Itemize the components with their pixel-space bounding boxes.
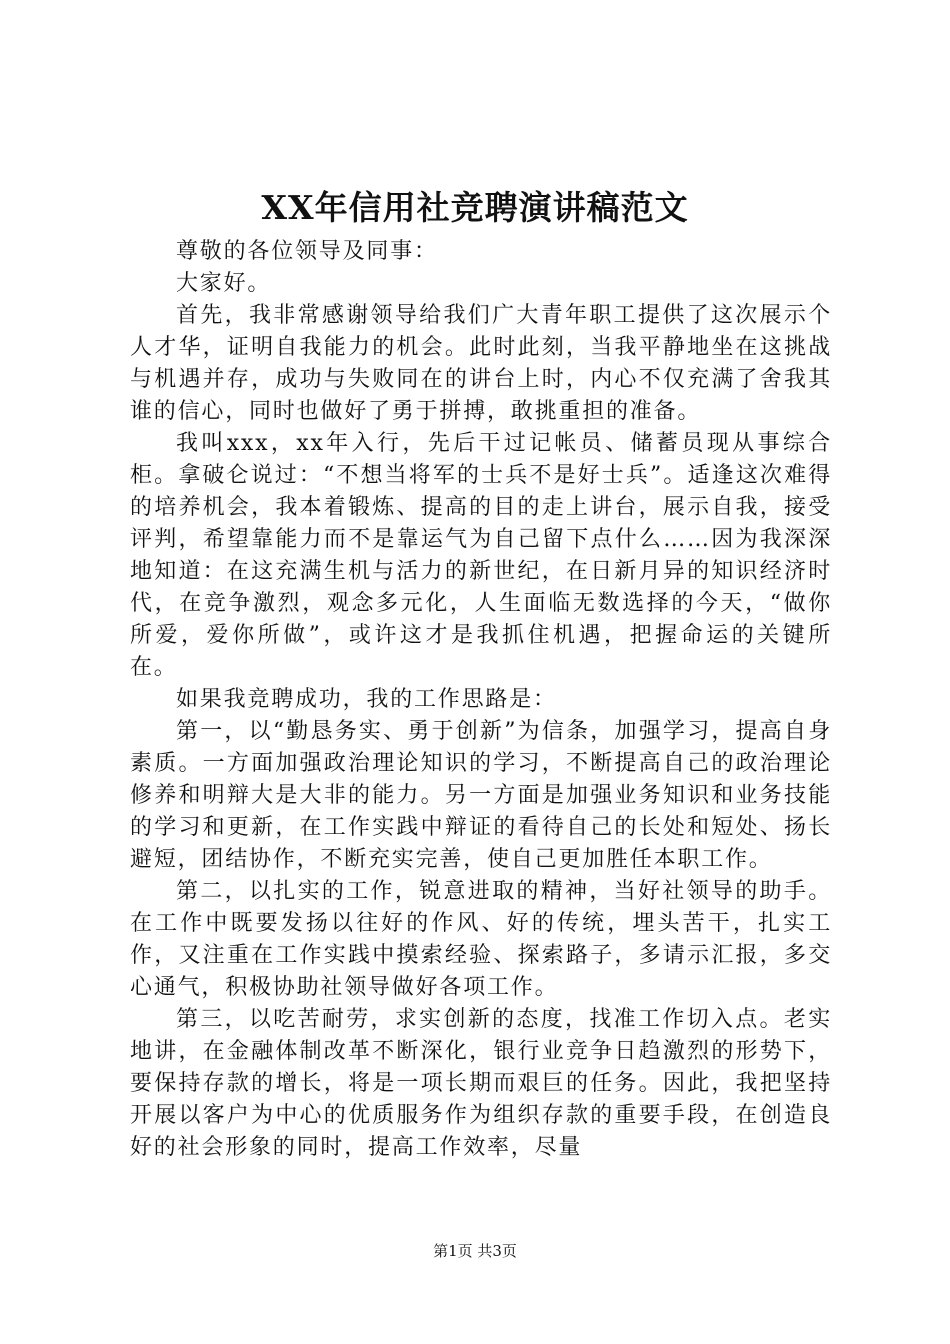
- body-paragraph: 第一，以“勤恳务实、勇于创新”为信条，加强学习，提高自身素质。一方面加强政治理论知识的学习，不断提高自己的政治理论修养和明辩大是大非的能力。另一方面是加强业务知识和业务技能的学习和更新，在工作实践中辩证的看待自己的长处和短处、扬长避短，团结协作，不断充实完善，使自己更加胜任本职工作。: [130, 719, 832, 872]
- body-paragraph: 首先，我非常感谢领导给我们广大青年职工提供了这次展示个人才华，证明自我能力的机会。此时此刻，当我平静地坐在这挑战与机遇并存，成功与失败同在的讲台上时，内心不仅充满了舍我其谁的信心，同时也做好了勇于拼搏，敢挑重担的准备。: [130, 303, 832, 424]
- page-number: 第1页: [433, 1242, 473, 1260]
- page-total: 共3页: [477, 1242, 517, 1260]
- body-paragraph: 第二，以扎实的工作，锐意进取的精神，当好社领导的助手。在工作中既要发扬以往好的作风、好的传统，埋头苦干，扎实工作，又注重在工作实践中摸索经验、探索路子，多请示汇报，多交心通气，积极协助社领导做好各项工作。: [130, 879, 832, 1000]
- document-title: XX年信用社竞聘演讲稿范文: [261, 188, 689, 227]
- page-footer: [0, 1241, 950, 1261]
- document-body: [130, 236, 832, 1164]
- body-paragraph: 我叫xxx，xx年入行，先后干过记帐员、储蓄员现从事综合柜。拿破仑说过：“不想当将军的士兵不是好士兵”。适逢这次难得的培养机会，我本着锻炼、提高的目的走上讲台，展示自我，接受评判，希望靠能力而不是靠运气为自己留下点什么……因为我深深地知道：在这充满生机与活力的新世纪，在日新月异的知识经济时代，在竞争激烈，观念多元化，人生面临无数选择的今天，“做你所爱，爱你所做”，或许这才是我抓住机遇，把握命运的关键所在。: [130, 431, 832, 680]
- body-paragraph: 第三，以吃苦耐劳，求实创新的态度，找准工作切入点。老实地讲，在金融体制改革不断深化，银行业竞争日趋激烈的形势下，要保持存款的增长，将是一项长期而艰巨的任务。因此，我把坚持开展以客户为中心的优质服务作为组织存款的重要手段，在创造良好的社会形象的同时，提高工作效率，尽量: [130, 1007, 832, 1160]
- greeting: 大家好。: [176, 271, 272, 296]
- salutation: 尊敬的各位领导及同事：: [176, 239, 438, 264]
- body-paragraph: 如果我竞聘成功，我的工作思路是：: [176, 687, 557, 712]
